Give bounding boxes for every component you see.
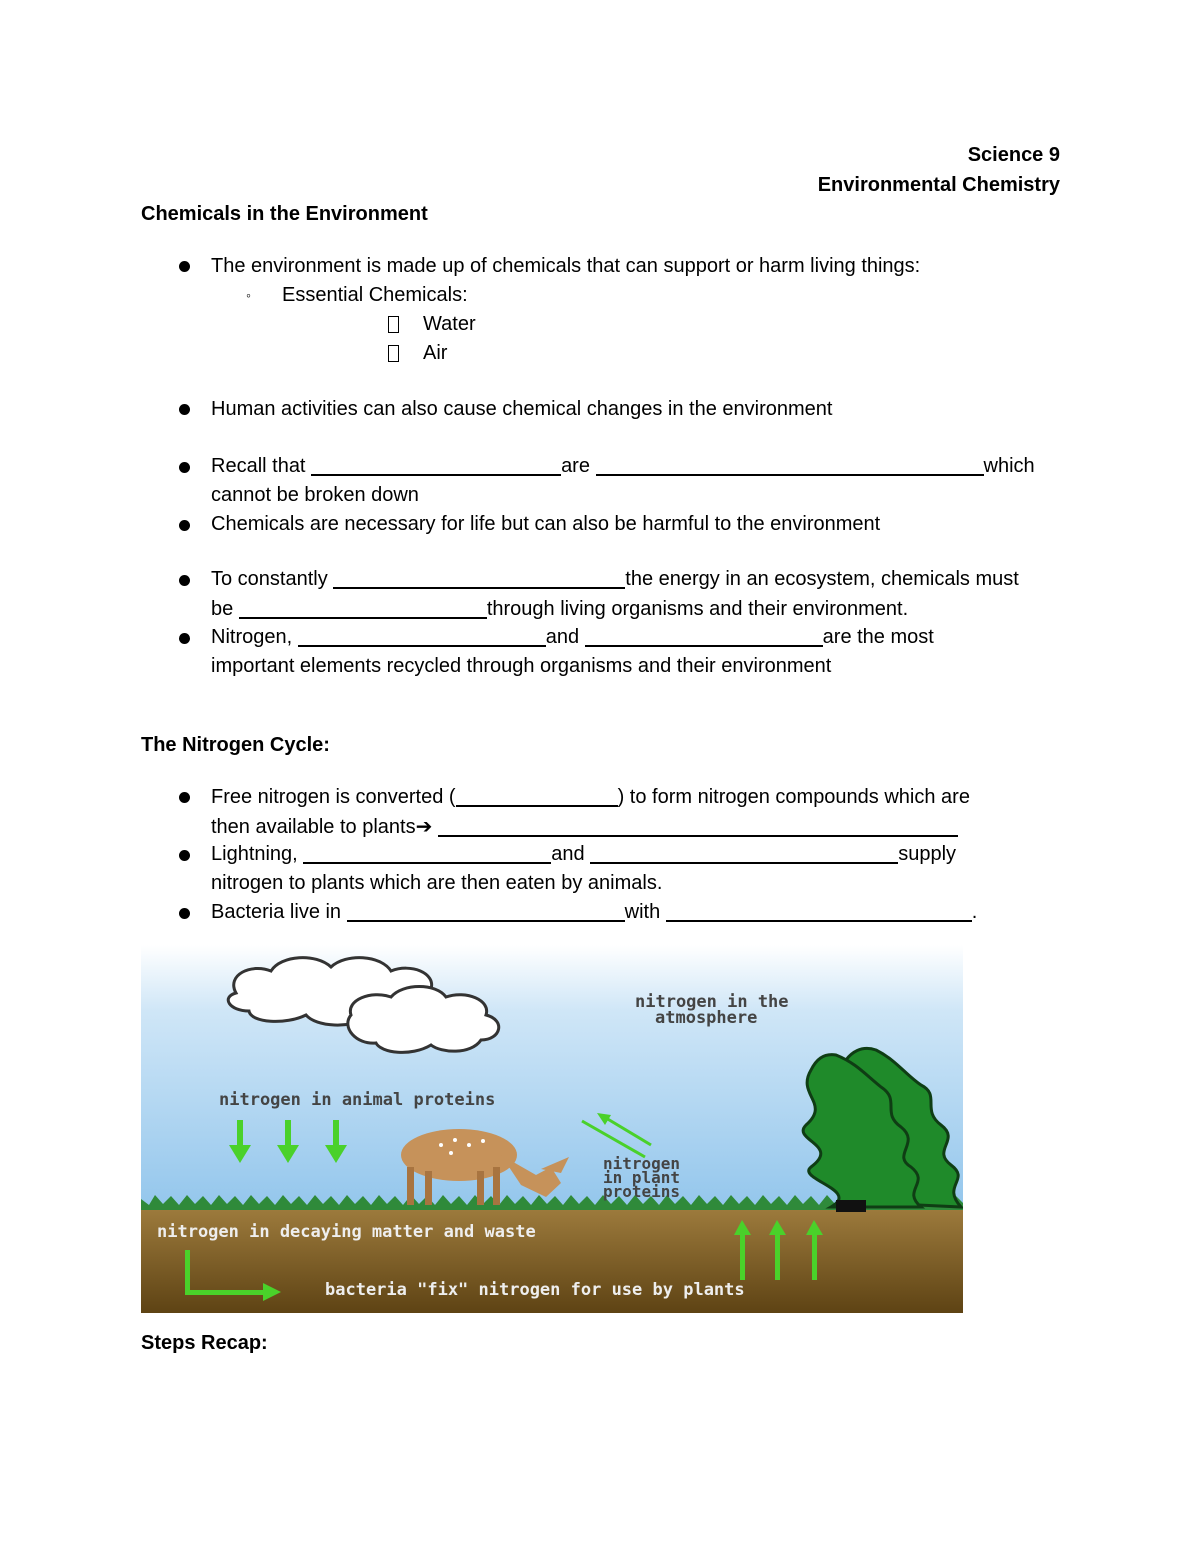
item-air: Air <box>423 342 448 364</box>
animal-proteins-label: nitrogen in animal proteins <box>219 1090 496 1110</box>
bullet-icon <box>179 404 190 415</box>
text: ) to form nitrogen compounds which are <box>617 786 970 808</box>
bullet-nitrogen <box>211 626 934 649</box>
blank-line[interactable] <box>585 627 823 647</box>
blank-line[interactable] <box>311 456 561 476</box>
bullet-bacteria <box>211 901 977 924</box>
bullet-chemicals-necessary: Chemicals are necessary for life but can also be harmful to the environment <box>211 513 881 535</box>
blank-line[interactable] <box>590 844 898 864</box>
text: be <box>211 598 239 620</box>
blank-line[interactable] <box>298 627 546 647</box>
blank-line[interactable] <box>666 902 972 922</box>
bullet-constantly-line2 <box>211 598 908 621</box>
bullet-recall-line2: cannot be broken down <box>211 484 419 506</box>
text: . <box>971 901 978 923</box>
bullet-lightning-line2: nitrogen to plants which are then eaten by animals. <box>211 872 663 894</box>
blank-line[interactable] <box>347 902 625 922</box>
bullet-constantly <box>211 568 1019 591</box>
decaying-matter-label: nitrogen in decaying matter and waste <box>157 1222 536 1242</box>
blank-line[interactable] <box>438 817 958 837</box>
text: and <box>551 843 591 865</box>
text: Lightning, <box>211 843 304 865</box>
bullet-icon <box>179 520 190 531</box>
section-title-nitrogen-cycle: The Nitrogen Cycle: <box>141 734 330 756</box>
essential-chemicals: Essential Chemicals: <box>282 284 468 306</box>
bullet-icon <box>179 462 190 473</box>
unit-title: Environmental Chemistry <box>817 174 1060 196</box>
blank-line[interactable] <box>596 456 984 476</box>
text: the energy in an ecosystem, chemicals must <box>625 568 1019 590</box>
bullet-icon <box>179 850 190 861</box>
bullet-icon <box>179 575 190 586</box>
bullet-recall <box>211 455 1035 478</box>
right-arrow-icon: ➔ <box>415 816 433 838</box>
text: Recall that <box>211 455 312 477</box>
text: are the most <box>822 626 934 648</box>
bullet-icon <box>179 908 190 919</box>
text: with <box>624 901 666 923</box>
plant-proteins-label: proteins <box>603 1182 681 1201</box>
item-water: Water <box>423 313 476 335</box>
section-title-chemicals: Chemicals in the Environment <box>141 203 428 225</box>
bullet-nitrogen-line2: important elements recycled through organisms and their environment <box>211 655 832 677</box>
text: through living organisms and their environment. <box>486 598 909 620</box>
text: To constantly <box>211 568 334 590</box>
bullet-icon <box>179 792 190 803</box>
bullet-environment: The environment is made up of chemicals that can support or harm living things: <box>211 255 921 277</box>
text: and <box>545 626 585 648</box>
tree-trunk <box>836 1200 866 1212</box>
bacteria-fix-label: bacteria "fix" nitrogen for use by plants <box>325 1280 745 1300</box>
text: Free nitrogen is converted ( <box>211 786 456 808</box>
bullet-lightning <box>211 843 956 866</box>
course-title: Science 9 <box>967 144 1060 166</box>
text: then available to plants <box>211 816 416 838</box>
steps-recap: Steps Recap: <box>141 1332 268 1354</box>
bullet-free-nitrogen-line2 <box>211 814 958 839</box>
bullet-icon <box>179 633 190 644</box>
plant-proteins-label: nitrogen <box>603 1154 681 1173</box>
blank-line[interactable] <box>456 787 618 807</box>
box-bullet-icon <box>388 316 399 333</box>
text: are <box>561 455 596 477</box>
text: Bacteria live in <box>211 901 347 923</box>
circle-bullet-icon: ◦ <box>246 287 251 303</box>
bullet-human-activities: Human activities can also cause chemical changes in the environment <box>211 398 833 420</box>
bullet-free-nitrogen <box>211 786 970 809</box>
blank-line[interactable] <box>333 569 625 589</box>
text: supply <box>898 843 957 865</box>
blank-line[interactable] <box>239 599 487 619</box>
atmosphere-label: atmosphere <box>655 1008 758 1028</box>
blank-line[interactable] <box>303 844 551 864</box>
text: which <box>983 455 1035 477</box>
box-bullet-icon <box>388 345 399 362</box>
nitrogen-cycle-diagram <box>141 945 963 1313</box>
bullet-icon <box>179 261 190 272</box>
atmosphere-label: nitrogen in the <box>635 992 789 1012</box>
text: Nitrogen, <box>211 626 298 648</box>
plant-proteins-label: in plant <box>603 1168 681 1187</box>
